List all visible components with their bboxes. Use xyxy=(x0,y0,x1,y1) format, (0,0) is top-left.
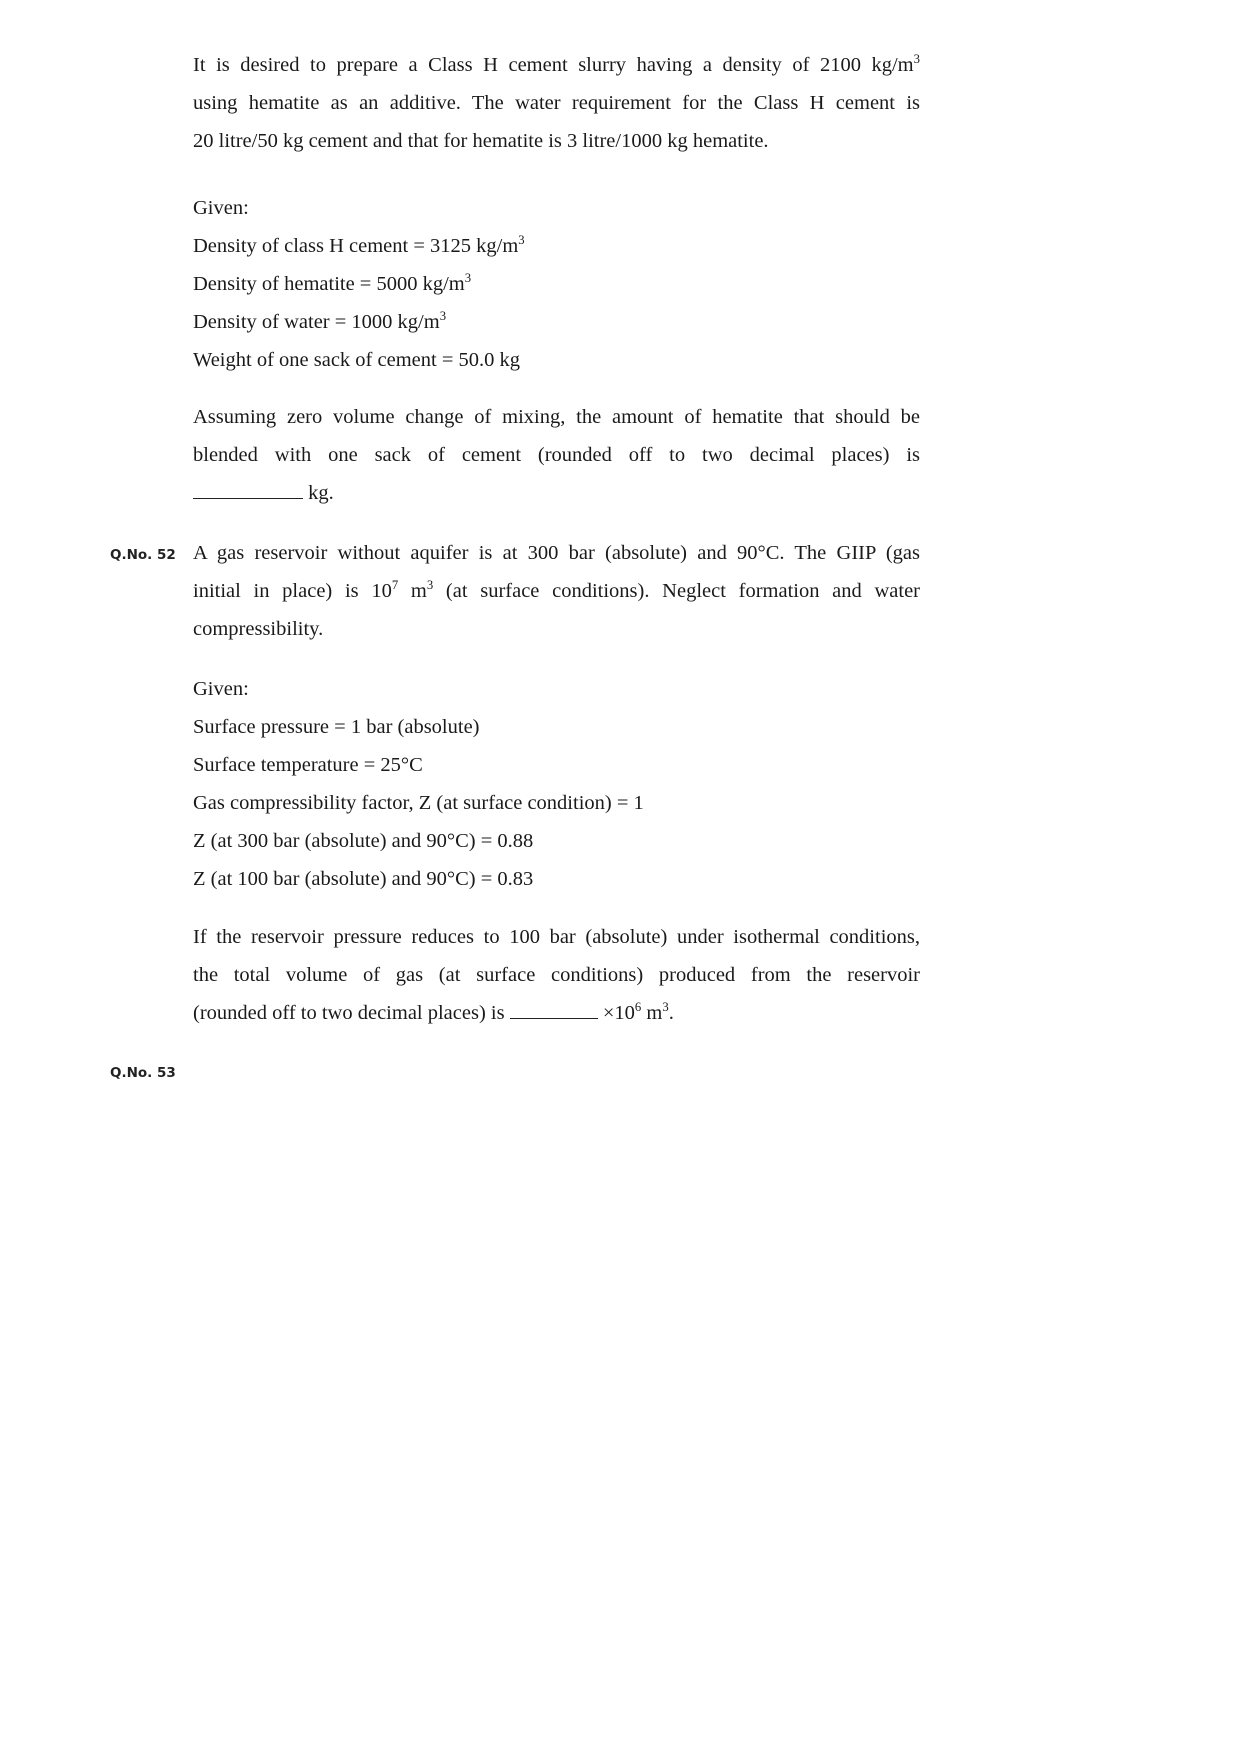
question-number-53: Q.No. 53 xyxy=(110,1065,176,1081)
answer-blank[interactable] xyxy=(193,474,303,499)
q52-given-item: Gas compressibility factor, Z (at surface condition) = 1 xyxy=(193,792,644,814)
q51-question xyxy=(193,398,920,512)
q52-given-item: Z (at 100 bar (absolute) and 90°C) = 0.83 xyxy=(193,868,534,890)
q51-intro-line-3: 20 litre/50 kg cement and that for hematite is 3 litre/1000 kg hematite. xyxy=(193,130,769,152)
q52-question-line-3: (rounded off to two decimal places) is $\times 10^6$ $m^3$. xyxy=(193,994,920,1032)
q52-given-item: Surface pressure = 1 bar (absolute) xyxy=(193,716,480,738)
q51-question-line-1: Assuming zero volume change of mixing, the amount of hematite that should be xyxy=(193,406,920,428)
question-number-52: Q.No. 52 xyxy=(110,547,176,563)
q51-question-line-2: blended with one sack of cement (rounded off to two decimal places) is xyxy=(193,444,920,466)
q51-intro-line-1: It is desired to prepare a Class H cement slurry having a density of 2100 $kg/m^3$ xyxy=(193,52,920,76)
q52-intro xyxy=(193,534,920,648)
answer-unit: kg. xyxy=(308,482,334,504)
q52-question-line-2: the total volume of gas (at surface conditions) produced from the reservoir xyxy=(193,964,920,986)
q51-given-label: Given: xyxy=(193,197,249,219)
q51-intro xyxy=(193,46,920,160)
q52-intro-line-3: compressibility. xyxy=(193,618,324,640)
q52-given-item: Z (at 300 bar (absolute) and 90°C) = 0.88 xyxy=(193,830,534,852)
q52-intro-line-1: A gas reservoir without aquifer is at 300 bar (absolute) and 90°C. The GIIP (gas xyxy=(193,542,920,564)
q52-question-line-1: If the reservoir pressure reduces to 100 bar (absolute) under isothermal conditions, xyxy=(193,926,920,948)
q52-intro-line-2: initial in place) is $10^7$ $m^3$ (at surface conditions). Neglect formation and water xyxy=(193,578,920,602)
q52-given-item: Surface temperature = 25°C xyxy=(193,754,423,776)
q51-given-item: Weight of one sack of cement = 50.0 kg xyxy=(193,349,520,371)
q51-intro-line-2: using hematite as an additive. The water requirement for the Class H cement is xyxy=(193,92,920,114)
answer-blank[interactable] xyxy=(510,994,598,1019)
q51-given-item: Density of class H cement = 3125 $kg/m^3$ xyxy=(193,233,525,257)
q52-given xyxy=(193,670,920,898)
q52-given-label: Given: xyxy=(193,678,249,700)
q51-given-item: Density of water = 1000 $kg/m^3$ xyxy=(193,309,447,333)
q52-question xyxy=(193,918,920,1032)
q51-given-item: Density of hematite = 5000 $kg/m^3$ xyxy=(193,271,472,295)
q51-answer-line xyxy=(193,474,920,512)
q51-given xyxy=(193,189,920,379)
